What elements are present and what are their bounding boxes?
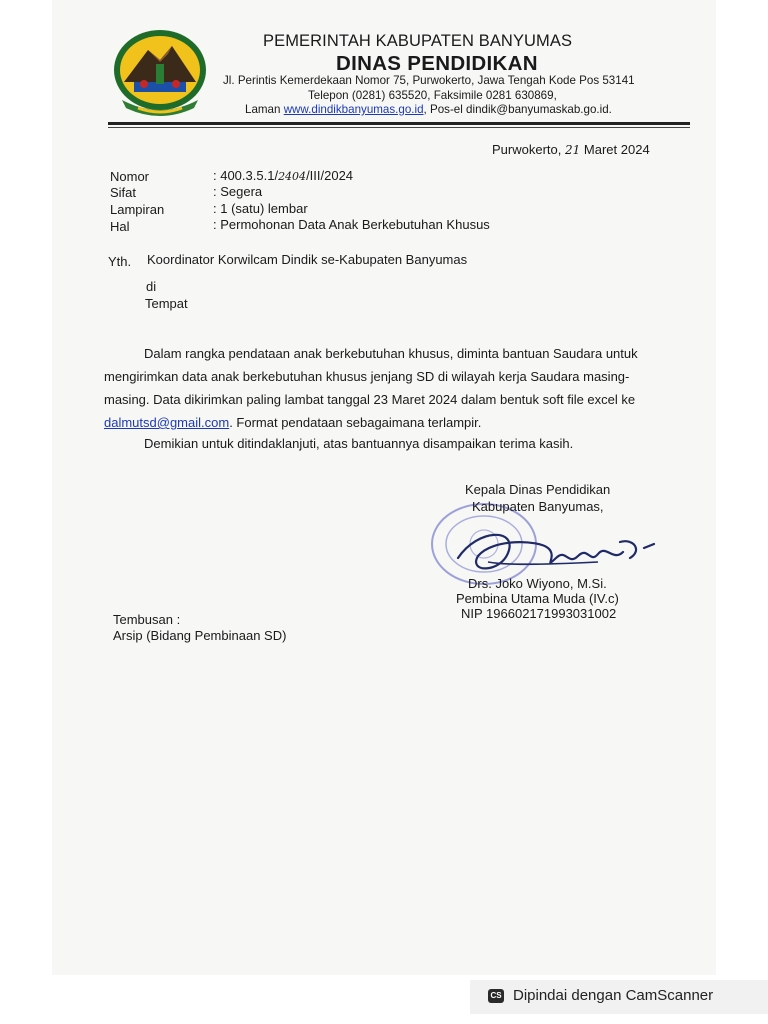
camscanner-icon: CS — [488, 989, 504, 1003]
signatory-name: Drs. Joko Wiyono, M.Si. — [468, 576, 607, 591]
lampiran-value: : 1 (satu) lembar — [213, 201, 308, 216]
lampiran-label: Lampiran — [110, 202, 165, 217]
date-month-year: Maret 2024 — [583, 142, 650, 157]
nomor-value — [213, 168, 353, 183]
scanner-watermark-text: Dipindai dengan CamScanner — [513, 987, 714, 1004]
sifat-value: : Segera — [213, 184, 263, 199]
nomor-handwritten: 2404 — [278, 170, 307, 183]
letter-date — [492, 142, 650, 157]
date-place: Purwokerto, — [492, 142, 562, 157]
nomor-label: Nomor — [110, 169, 150, 184]
nomor-prefix: : 400.3.5.1/ — [213, 168, 279, 183]
body-line-4 — [104, 415, 481, 430]
letterhead-phone: Telepon (0281) 635520, Faksimile 0281 630869, — [308, 89, 557, 102]
sifat-label: Sifat — [110, 185, 137, 200]
hal-value: : Permohonan Data Anak Berkebutuhan Khusus — [213, 217, 490, 232]
recipient-name: Koordinator Korwilcam Dindik se-Kabupaten Banyumas — [147, 252, 468, 267]
website-link[interactable]: www.dindikbanyumas.go.id — [283, 103, 424, 116]
email-text: , Pos-el dindik@banyumaskab.go.id. — [423, 103, 612, 116]
date-day-handwritten: 21 — [565, 143, 581, 157]
hal-label: Hal — [110, 219, 130, 234]
banyumas-emblem-logo — [108, 24, 212, 120]
nomor-suffix: /III/2024 — [306, 168, 354, 183]
web-label: Laman — [245, 103, 281, 116]
body-line-3: masing. Data dikirimkan paling lambat tanggal 23 Maret 2024 dalam bentuk soft file excel ke — [104, 392, 636, 407]
body-line-2: mengirimkan data anak berkebutuhan khusus jenjang SD di wilayah kerja Saudara masing- — [104, 369, 630, 384]
email-link[interactable]: dalmutsd@gmail.com — [104, 415, 230, 430]
signatory-nip: NIP 196602171993031002 — [461, 606, 617, 621]
recipient-yth: Yth. — [108, 254, 132, 269]
letterhead-government: PEMERINTAH KABUPATEN BANYUMAS — [263, 32, 573, 50]
body-line-4-tail: . Format pendataan sebagaimana terlampir. — [229, 415, 482, 430]
letterhead-rule-thick — [108, 122, 690, 125]
signatory-title-1: Kepala Dinas Pendidikan — [465, 482, 611, 497]
signatory-rank: Pembina Utama Muda (IV.c) — [456, 591, 619, 606]
recipient-place: Tempat — [145, 296, 188, 311]
body-closing: Demikian untuk ditindaklanjuti, atas bantuannya disampaikan terima kasih. — [144, 436, 574, 451]
letterhead-address: Jl. Perintis Kemerdekaan Nomor 75, Purwokerto, Jawa Tengah Kode Pos 53141 — [223, 74, 635, 87]
body-line-1: Dalam rangka pendataan anak berkebutuhan khusus, diminta bantuan Saudara untuk — [144, 346, 638, 361]
letterhead-web-email — [245, 103, 612, 116]
tembusan-item: Arsip (Bidang Pembinaan SD) — [113, 628, 287, 643]
letterhead-rule-thin — [108, 127, 690, 128]
letterhead-agency: DINAS PENDIDIKAN — [336, 52, 538, 75]
recipient-di: di — [146, 279, 157, 294]
signatory-title-2: Kabupaten Banyumas, — [472, 499, 604, 514]
tembusan-label: Tembusan : — [113, 612, 181, 627]
